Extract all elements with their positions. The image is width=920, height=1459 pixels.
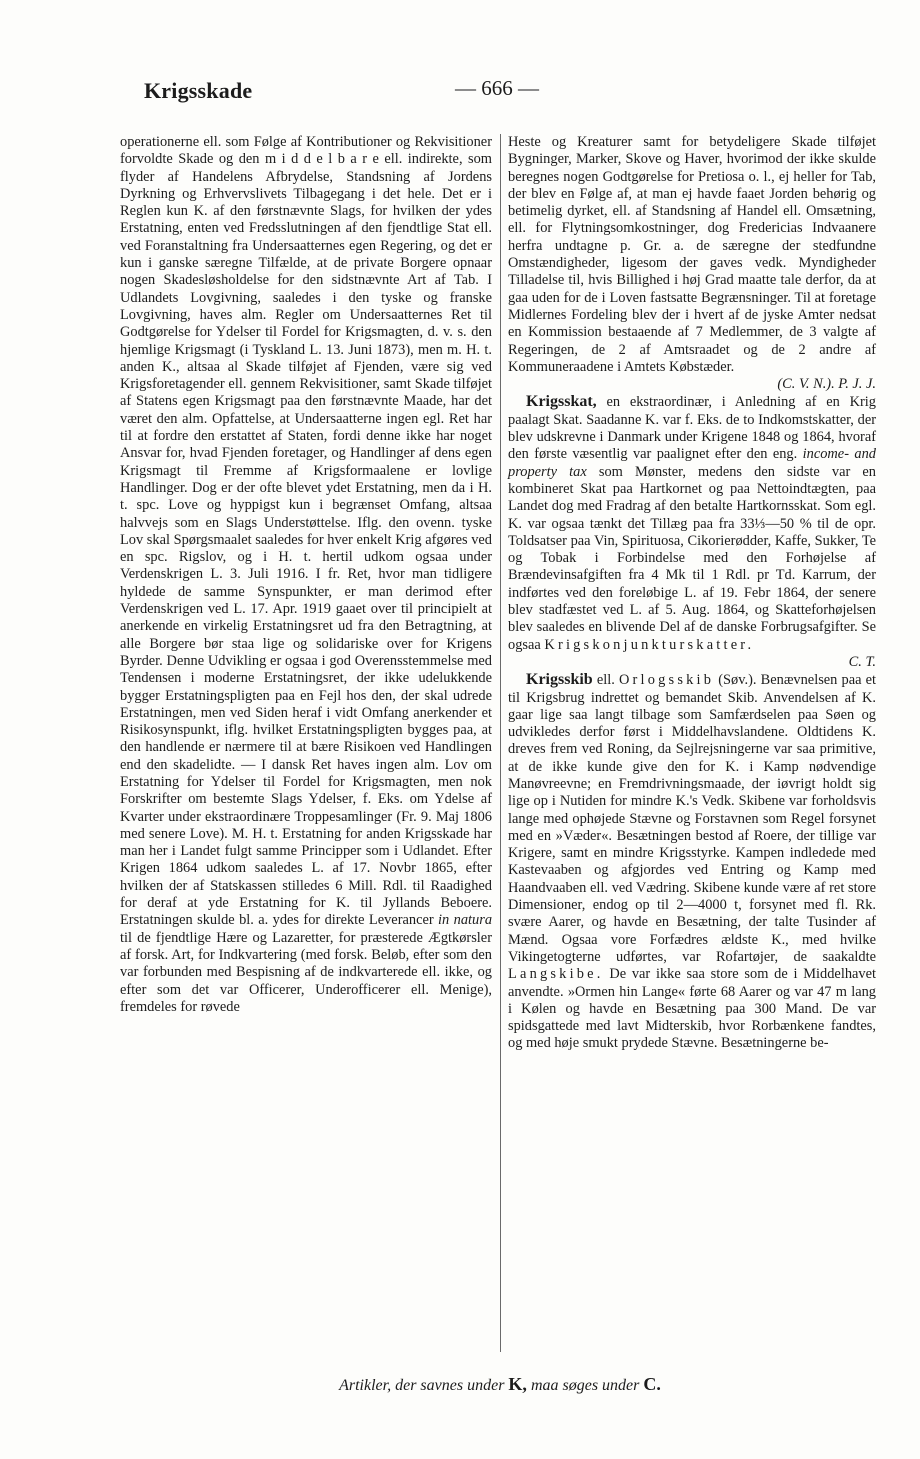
article-krigsskade-end [508,134,876,376]
paragraph-text: til de fjendtlige Hære og Lazaretter, for præsterede Ægtkørsler af forsk. Art, for Indkvartering (med forsk. Beløb, efter som den var forbunden med Bespisning af de indkvarterede ell. ikke, og efter som det var Officerer, Underofficerer ell. Menige), fremdeles for røvede [120,929,492,1015]
footer-letter: C. [643,1374,661,1394]
footer-text: Artikler, der savnes under [339,1377,505,1394]
paragraph-text: operationerne ell. som Følge af Kontributioner og Rekvisitioner forvoldte Skade og den m i d d e l b a r e ell. indirekte, som flyder af Handelens Afbrydelse, Standsning af Jordens Dyrkning og Erhvervslivets Tilbagegang i det hele. Det er i Reglen kun K. af den førstnævnte Slags, for hvilken der ydes Erstatning, enten ved Fredsslutningen af den fjendtlige Stat ell. ved Foranstaltning fra Undersaatternes egen Regering, og det er kun i ganske særegne Tilfælde, at de private Borgere opnaar nogen Skadesløsholdelse for den sidstnævnte Art af Tab. I Udlandets Lovgivning, saaledes i den tyske og franske Lovgivning, haves alm. Regler om Undersaatternes Ret til Godtgørelse for Ydelser til Fordel for Krigsmagten, d. v. s. den hjemlige Krigsmagt (i Tyskland L. 13. Juni 1873), men m. H. t. anden K., altsaa al Skade tilføjet af Fjenden, være sig ved Krigsforetagender ell. gennem Rekvisitioner, samt Skade tilføjet af Statens egen Krigsmagt paa den førstnævnte Maade, har det været den alm. Opfattelse, at Undersaatterne ingen egl. Ret har til at fordre den erstattet af Staten, fordi denne ikke har noget Ansvar for, hvad Fjenden foretager, og Handlinger af dens egen Krigsmagt til Fremme af Krigsformaalene er lovlige Handlinger. Dog er der ofte blevet ydet Erstatning, men da i H. t. spc. Love og hyppigst kun i begrænset Omfang, altsaa halvvejs som en Slags Understøttelse. Iflg. den ovenn. tyske Lov skal Spørgsmaalet saaledes for hver enkelt Krig afgøres ved en spc. Rigslov, og i H. t. hertil udkom ogsaa under Verdenskrigen L. 3. Juli 1916. I fr. Ret, hvor man tidligere hyldede de samme Synspunkter, er man derimod efter Verdenskrigen ved L. 17. Apr. 1919 gaaet over til principielt at anerkende en virkelig Erstatningsret ud fra den Betragtning, at alle Borgere bør staa lige og solidariske over for Krigens Byrder. Denne Udvikling er ogsaa i god Overensstemmelse med Tendensen i moderne Erstatningsret, der ikke udelukkende bygger Erstatningspligten paa en Fejl hos den, der skal udrede Erstatningen, men ved Siden heraf i vidt Omfang anerkender et Risikosynspunkt, iflg. hvilket Erstatningspligten bygges paa, at den handlende er nærmere til at bære Risikoen ved Handlingen end den skadelidte. — I dansk Ret haves ingen alm. Lov om Erstatning for Ydelser til Fordel for Krigsmagten, men nok Forskrifter om bestemte Slags Ydelser, f. Eks. om Ydelse af Kvarter under ekstraordinære Troppesamlinger (Fr. 9. Maj 1806 med senere Love). M. H. t. Erstatning for anden Krigsskade har man her i Landet fulgt samme Principper som i Udlandet. Efter Krigen 1864 udkom saaledes L. af 17. Novbr 1865, efter hvilken der af Statskassen stilledes 6 Mill. Rdl. til Raadighed for deraf at yde Erstatning for K. til Jyllands Beboere. Erstatningen skulde bl. a. ydes for direkte Leverancer [120,134,492,929]
synonym-term: Orlogsskib [618,672,715,689]
footer-text: maa søges under [530,1377,640,1394]
page-footer-note [120,1374,880,1395]
lemma-krigsskat: Krigsskat, [526,393,597,411]
article-krigsskat [508,393,876,653]
page-number: — 666 — [455,76,539,100]
left-column [120,134,492,1356]
right-column [508,134,876,1356]
page-header [120,74,880,110]
cross-reference: Langskibe. [508,966,604,983]
paragraph-text: Heste og Kreaturer samt for betydeligere Skade tilføjet Bygninger, Marker, Skove og Haver, hvorimod der ikke skulde beregnes nogen Godtgørelse for Pretiosa o. l., ej heller for Tab, der blev en Følge af, at man ej havde faaet Jorden behørig og betimelig dyrket, ell. af Standsning af Handel ell. Omsætning, ell. for Flytningsomkostninger, dog Fredericias Indvaanere herfra undtagne p. Gr. a. de særegne der stedfundne Omstændigheder, ligesom der gaves vedk. Myndigheder Tilladelse til, hvis Billighed i høj Grad maatte tale derfor, da at gaa uden for de i Loven fastsatte Begrænsninger. Til at foretage Midlernes Fordeling blev der i hvert af de jyske Amter nedsat en Kommission bestaaende af 7 Medlemmer, de 3 valgte af Regeringen, de 2 af Amtsraadet og de 2 andre af Kommuneraadene i Amtets Købstæder. [508,134,876,375]
paragraph-text: en ekstraordinær, i Anledning af en Krig paalagt Skat. Saadanne K. var f. Eks. de to Indkomstskatter, der blev udskrevne i Danmark under Krigene 1848 og 1864, hvoraf den første væsentlig var paalignet efter den eng. [508,394,876,463]
paragraph-text: De var ikke saa store som de i Middelhavet anvendte. »Ormen hin Lange« førte 68 Aarer og var 47 m lang i Kølen og havde en Besætning paa 300 Mand. De var spidsgattede med lavt Midterskib, hvor Rorbænkene fandtes, og med høje smukt prydede Stævne. Besætningerne be- [508,966,876,1052]
italic-term: in natura [438,912,493,929]
running-head-title: Krigsskade [144,78,253,103]
cross-reference: Krigskonjunkturskatter. [544,636,755,653]
italic-term: income- and property tax [508,446,876,480]
lemma-krigsskib: Krigsskib [526,671,593,689]
paragraph-text: (Søv.). Benævnelsen paa et til Krigsbrug indrettet og bemandet Skib. Anvendelsen af K. gaar lige saa langt tilbage som Samfærdselen paa Søen og udvikledes derfor først i Middelhavslandene. Oldtidens K. dreves frem ved Roning, da Sejlrejsningerne var saa primitive, at de ikke kunde give den for K. i Kamp nødvendige Manøvreevne; en Fremdrivningsmaade, der iøvrigt holdt sig lige op i Nutiden for mindre K.'s Vedk. Skibene var forholdsvis lange med ophøjede Stævne og Forstavnen som Regel forsynet med en »Væder«. Besætningen bestod af Roere, der tillige var Krigere, samt en mindre Krigsstyrke. Kampen indledede med Kastevaaben og afgjordes ved Entring og Kamp med Haandvaaben ell. ved Vædring. Skibene kunde være af ret store Dimensioner, endog op til 2—4000 t, forsynet med fl. Rk. svære Aarer, og havde en Besætning, der talte Tusinder af Mænd. Ogsaa vore Forfædres ældste K., med hvilke Vikingetogterne udførtes, var Rofartøjer, de saakaldte [508,672,876,965]
author-signature: C. T. [848,653,876,670]
article-krigsskade-continuation [120,134,492,1016]
paragraph-text: som Mønster, medens den sidste var en kombineret Skat paa Hartkornet og paa Nettoindtægten, paa Landet dog med Fradrag af den betalte Hartkornsskat. Som egl. K. var ogsaa tænkt det Tillæg paa fra 33⅓—50 % til de opr. Toldsatser paa Vin, Spirituosa, Cikorierødder, Kaffe, Sukker, Te og Tobak i Forbindelse med den Forhøjelse af Brændevinsafgiften fra 4 Mk til 1 Rdl. pr Td. Karrum, der indførtes ved den foreløbige L. af 19. Febr 1864, der senere blev stadfæstet ved L. af 5. Aug. 1864, og Skatteforhøjelsen blev saaledes en blivende Del af de danske Forbrugsafgifter. Se ogsaa [508,463,876,653]
footer-letter: K, [508,1374,527,1394]
author-signature: (C. V. N.). P. J. J. [777,376,876,393]
article-krigsskib [508,671,876,1053]
column-divider [500,134,501,1352]
conjunction-text: ell. [596,672,615,689]
